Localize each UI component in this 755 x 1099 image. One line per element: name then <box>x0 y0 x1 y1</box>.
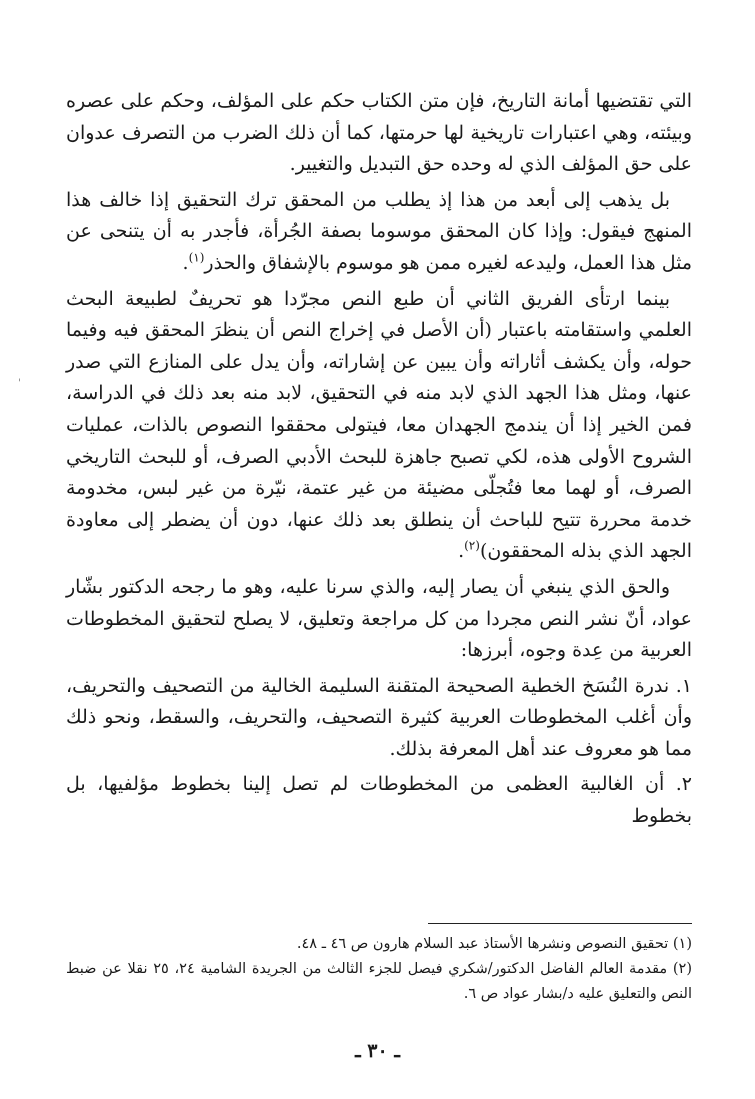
paragraph-4 <box>66 572 692 667</box>
paragraph-text: بل يذهب إلى أبعد من هذا إذ يطلب من المحقق ترك التحقيق إذا خالف هذا المنهج فيقول: وإذا كان المحقق موسوما بصفة الجُرأة، فأجدر به أن يتنحى عن مثل هذا العمل، وليدعه لغيره ممن هو موسوم بالإشفاق والحذر <box>66 188 692 274</box>
list-item-text: ٢. أن الغالبية العظمى من المخطوطات لم تصل إلينا بخطوط مؤلفيها، بل بخطوط <box>66 773 692 828</box>
footnotes-block <box>66 932 692 1007</box>
list-item-2 <box>66 769 692 832</box>
list-item-1 <box>66 671 692 766</box>
footnote-marker-2[interactable]: (٢) <box>464 538 480 553</box>
footnote-1: (١) تحقيق النصوص ونشرها الأستاذ عبد السلام هارون ص ٤٦ ـ ٤٨. <box>296 936 692 952</box>
paragraph-text: والحق الذي ينبغي أن يصار إليه، والذي سرنا عليه، وهو ما رجحه الدكتور بشّار عواد، أنّ نشر النص مجردا من كل مراجعة وتعليق، لا يصلح لتحقيق المخطوطات العربية من عِدة وجوه، أبرزها: <box>66 575 692 662</box>
list-item-text: ١. ندرة النُسَخ الخطية الصحيحة المتقنة السليمة الخالية من التصحيف والتحريف، وأن أغلب المخطوطات العربية كثيرة التصحيف، والتحريف، والسقط، ونحو ذلك مما هو معروف عند أهل المعرفة بذلك. <box>66 674 692 760</box>
paragraph-3 <box>66 284 692 568</box>
paragraph-text: بينما ارتأى الفريق الثاني أن طبع النص مجرّدا هو تحريفٌ لطبيعة البحث العلمي واستقامته باعتبار (أن الأصل في إخراج النص أن ينظرَ المحقق فيه وفيما حوله، وأن يكشف أثاراته وأن يبين عن إشاراته، وأن يدل على المنازع التي صدر عنها، ومثل هذا الجهد الذي لابد منه في التحقيق، لابد منه بعد ذلك في الدراسة، فمن الخير إذا أن يندمج الجهدان معا، فيتولى محققوا النصوص بالذات، عمليات الشروح الأولى هذه، لكي تصبح جاهزة للبحث الأدبي الصرف، أو للبحث التاريخي الصرف، أو لهما معا فتُجلّى مضيئة من غير عتمة، نيّرة من غير لبس، مخدومة خدمة محررة تتيح للباحث أن ينطلق بعد ذلك عنها، دون أن يضطر إلى معاودة الجهد الذي بذله المحققون) <box>66 287 692 563</box>
main-text-block <box>66 86 692 837</box>
paragraph-text: التي تقتضيها أمانة التاريخ، فإن متن الكتاب حكم على المؤلف، وحكم على عصره وبيئته، وهي اعتبارات تاريخية لها حرمتها، كما أن ذلك الضرب من التصرف عدوان على حق المؤلف الذي له وحده حق التبديل والتغيير. <box>66 90 692 176</box>
footnote-marker-1[interactable]: (١) <box>188 250 205 265</box>
paragraph-2 <box>66 185 692 280</box>
page-number: ـ ٣٠ ـ <box>355 1040 400 1062</box>
margin-mark: ' <box>18 378 21 389</box>
paragraph-end-punct: . <box>458 540 465 563</box>
footnote-2: (٢) مقدمة العالم الفاضل الدكتور/شكري فيصل للجزء الثالث من الجريدة الشامية ٢٤، ٢٥ نقلا عن ضبط النص والتعليق عليه د/بشار عواد ص ٦. <box>66 961 692 1002</box>
paragraph-1 <box>66 86 692 181</box>
paragraph-end-punct: . <box>182 251 189 274</box>
footnote-divider <box>428 923 692 924</box>
